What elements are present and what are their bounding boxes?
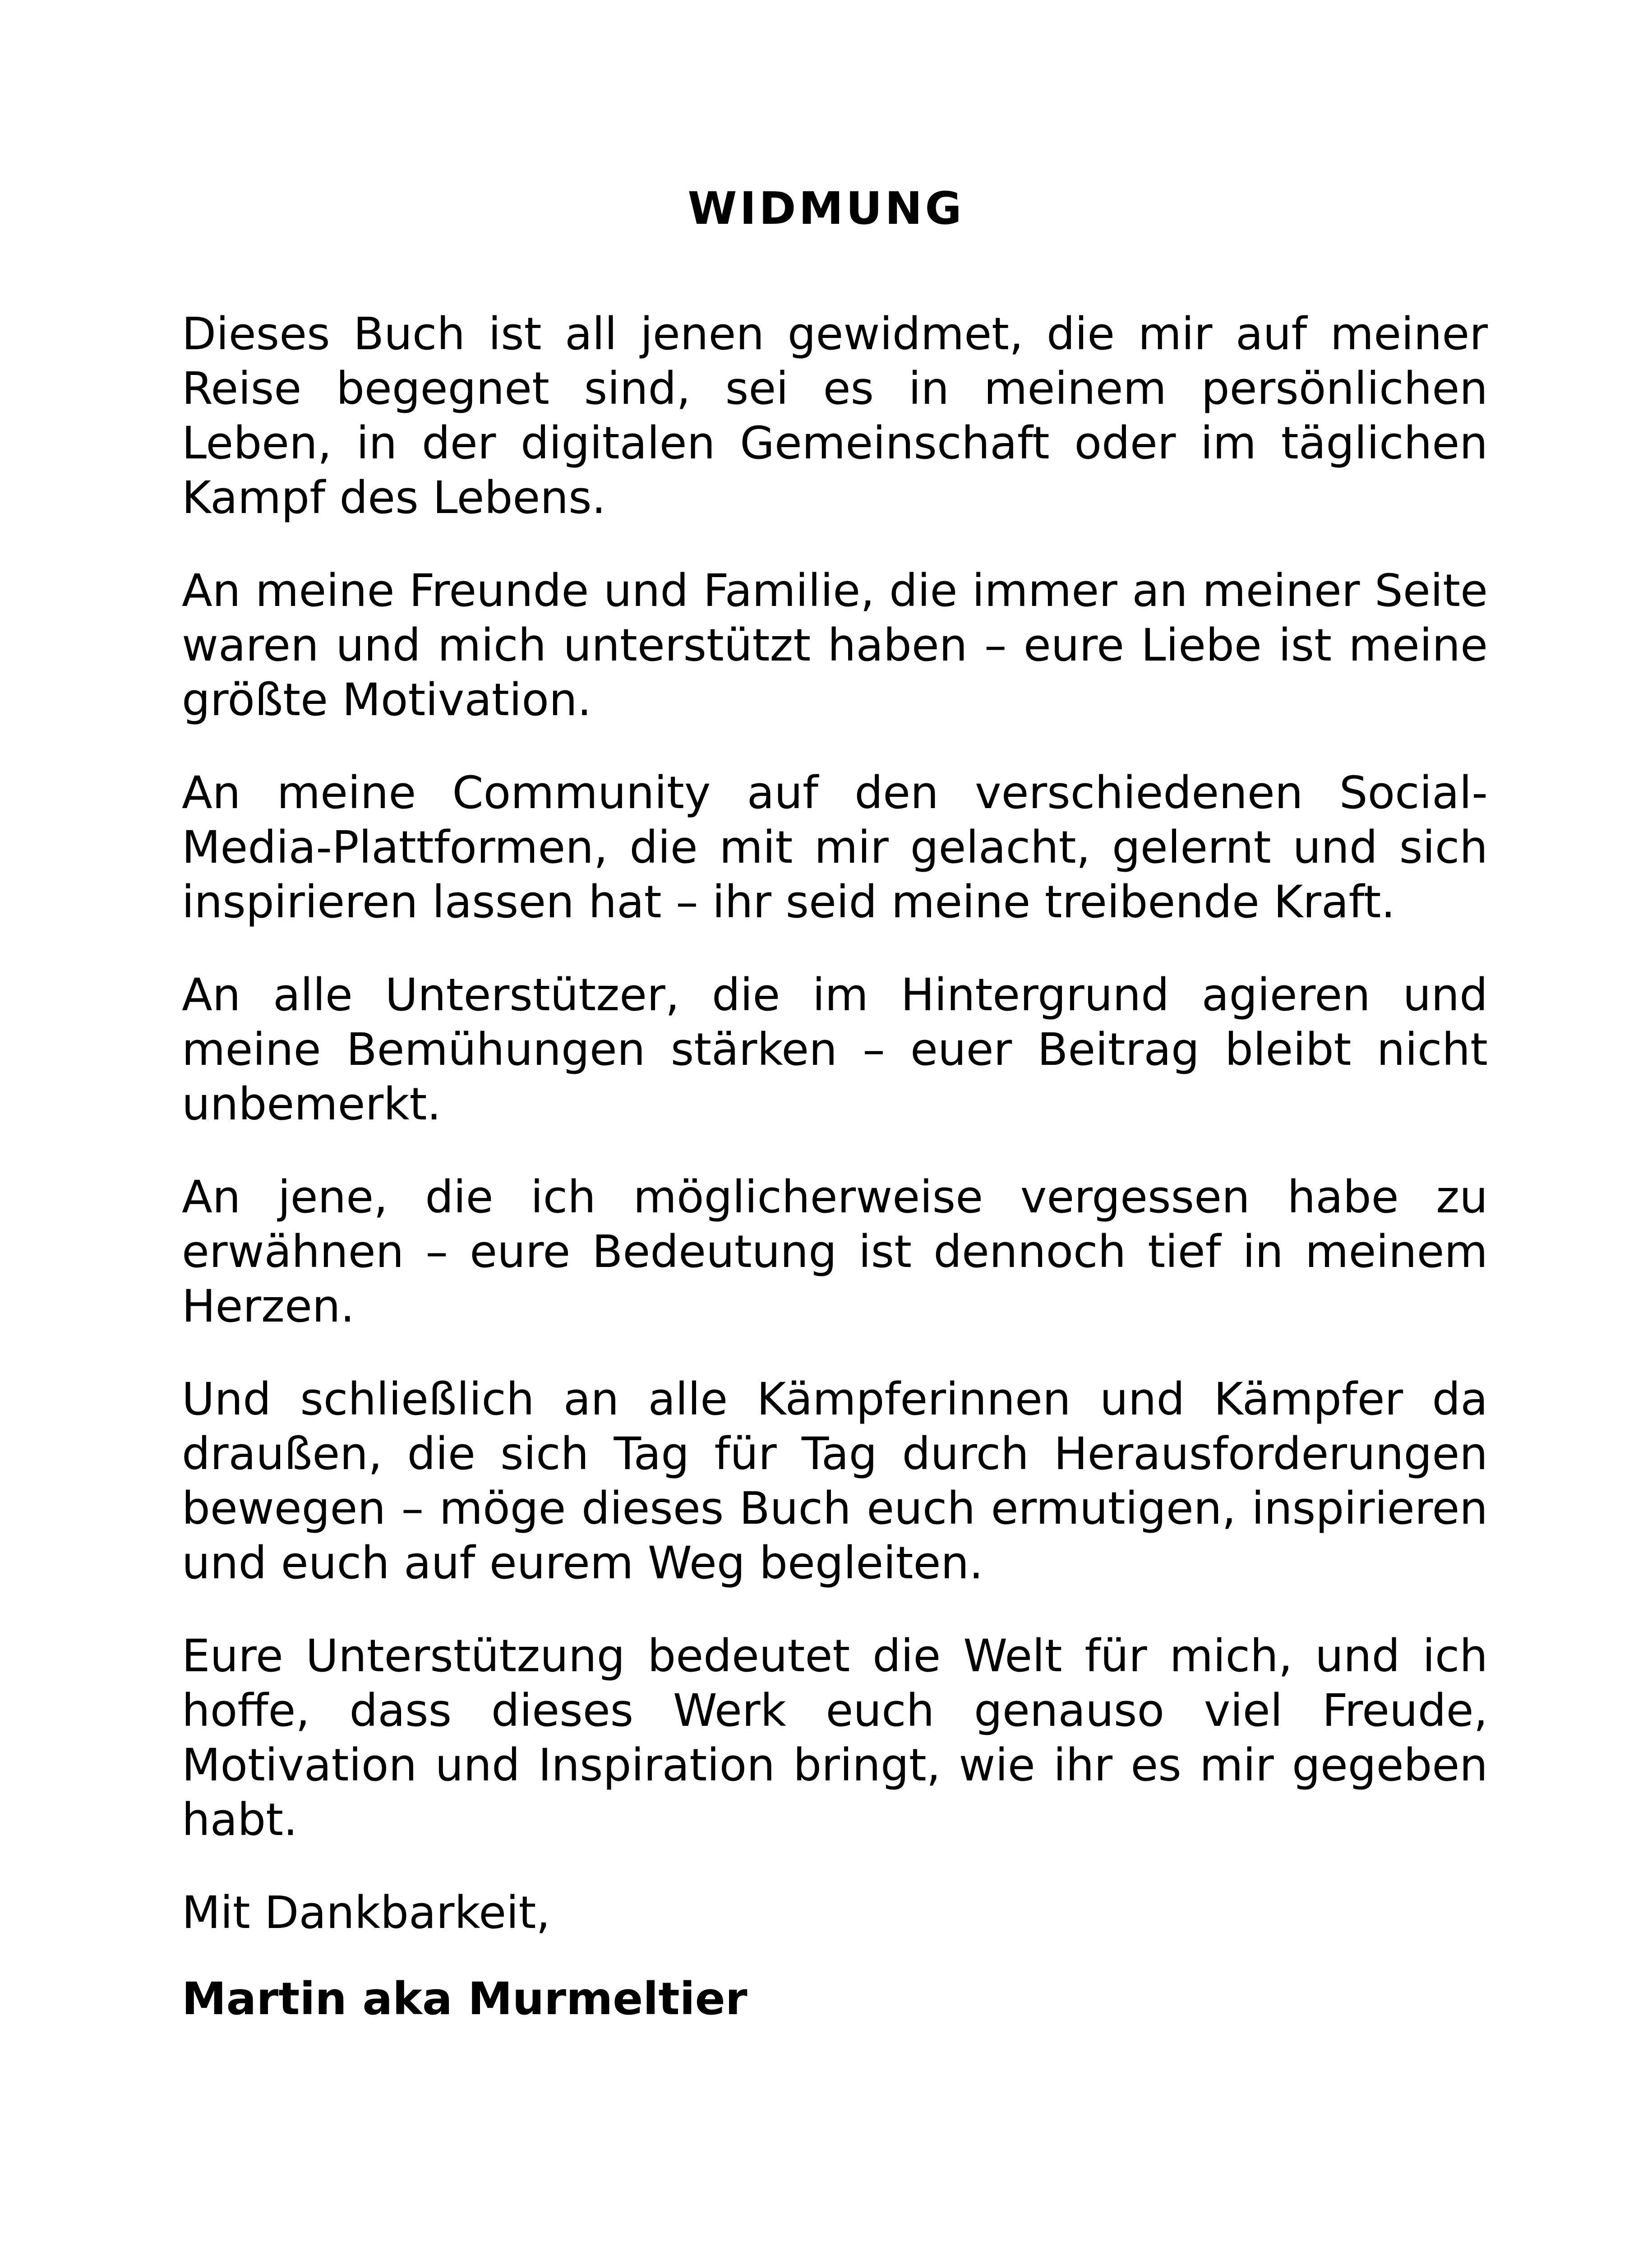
- dedication-paragraph-6: Und schließlich an alle Kämpferinnen und Kämpfer da draußen, die sich Tag für Tag durch Herausforderungen bewegen – möge dieses Buch euch ermutigen, inspirieren und euch auf eurem Weg begleiten.: [182, 1373, 1488, 1589]
- dedication-paragraph-1: Dieses Buch ist all jenen gewidmet, die mir auf meiner Reise begegnet sind, sei es in meinem persönlichen Leben, in der digitalen Gemeinschaft oder im täglichen Kampf des Lebens.: [182, 308, 1488, 524]
- page-title: WIDMUNG: [688, 183, 964, 235]
- dedication-paragraph-4: An alle Unterstützer, die im Hintergrund agieren und meine Bemühungen stärken – euer Beitrag bleibt nicht unbemerkt.: [182, 969, 1488, 1130]
- dedication-paragraph-3: An meine Community auf den verschiedenen Social-Media-Plattformen, die mit mir gelacht, gelernt und sich inspirieren lassen hat – ihr seid meine treibende Kraft.: [182, 767, 1488, 928]
- author-signature: Martin aka Murmeltier: [182, 1973, 748, 2025]
- dedication-paragraph-7: Eure Unterstützung bedeutet die Welt für mich, und ich hoffe, dass dieses Werk euch genauso viel Freude, Motivation und Inspiration bringt, wie ihr es mir gegeben habt.: [182, 1630, 1488, 1846]
- dedication-paragraph-2: An meine Freunde und Familie, die immer an meiner Seite waren und mich unterstützt haben – eure Liebe ist meine größte Motivation.: [182, 565, 1488, 726]
- dedication-paragraph-5: An jene, die ich möglicherweise vergessen habe zu erwähnen – eure Bedeutung ist dennoch tief in meinem Herzen.: [182, 1171, 1488, 1332]
- dedication-body: [182, 307, 1488, 2026]
- closing-line: Mit Dankbarkeit,: [182, 1887, 550, 1939]
